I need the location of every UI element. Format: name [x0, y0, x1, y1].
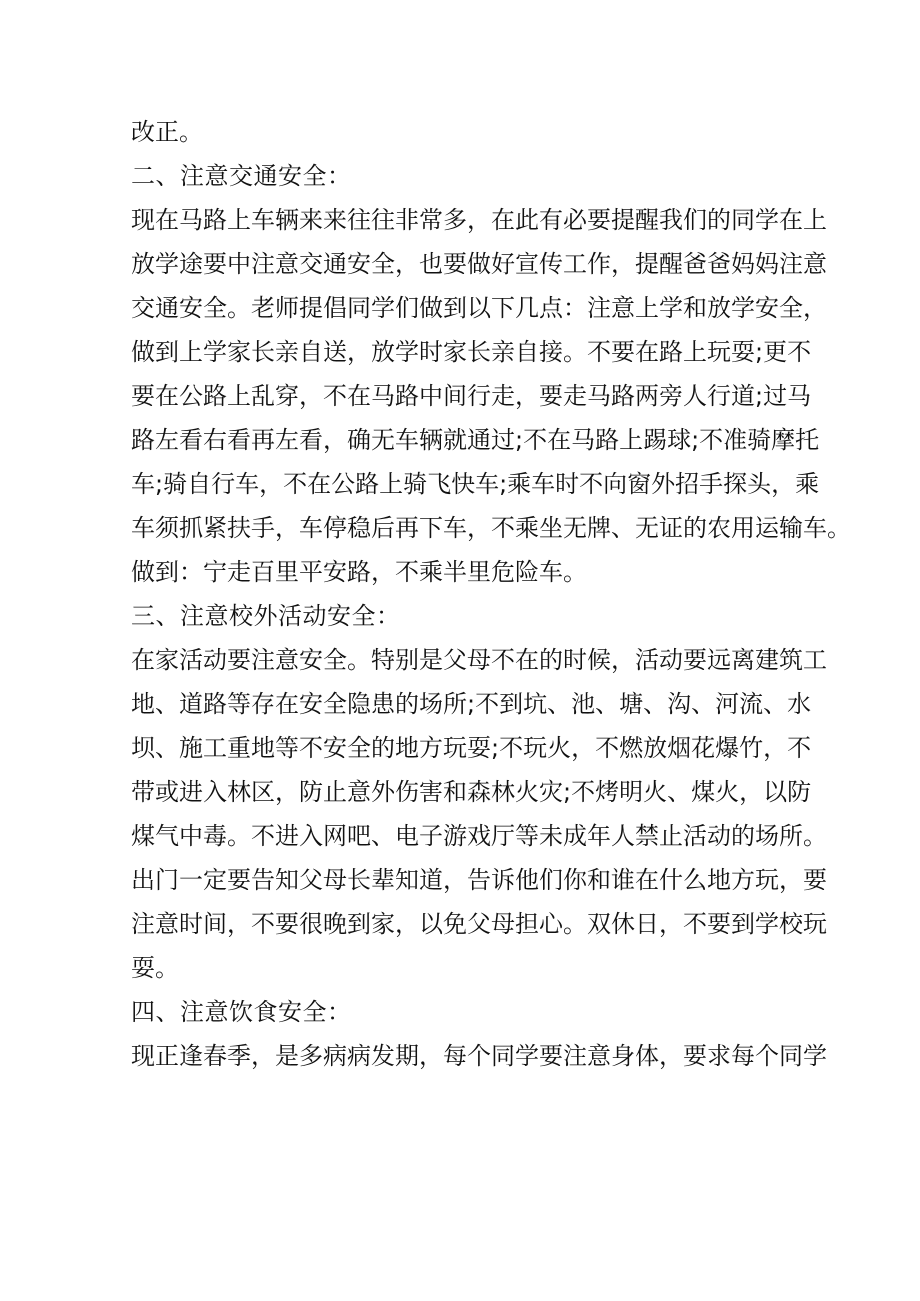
text-line: 耍。	[131, 954, 179, 982]
text-line: 要在公路上乱穿，不在马路中间行走，要走马路两旁人行道;过马	[131, 382, 812, 410]
text-line: 车须抓紧扶手，车停稳后再下车，不乘坐无牌、无证的农用运输车。	[131, 514, 851, 542]
text-line: 路左看右看再左看，确无车辆就通过;不在马路上踢球;不准骑摩托	[131, 426, 820, 454]
section-heading-outdoor: 三、注意校外活动安全：	[131, 602, 401, 630]
text-line: 注意时间，不要很晚到家，以免父母担心。双休日，不要到学校玩	[131, 910, 827, 938]
text-line: 改正。	[131, 118, 203, 146]
text-line: 做到：宁走百里平安路，不乘半里危险车。	[131, 558, 587, 586]
text-line: 现在马路上车辆来来往往非常多，在此有必要提醒我们的同学在上	[131, 206, 827, 234]
text-line: 坝、施工重地等不安全的地方玩耍;不玩火，不燃放烟花爆竹，不	[131, 734, 812, 762]
section-heading-traffic: 二、注意交通安全：	[131, 162, 352, 190]
text-line: 地、道路等存在安全隐患的场所;不到坑、池、塘、沟、河流、水	[131, 690, 812, 718]
text-line: 放学途要中注意交通安全，也要做好宣传工作，提醒爸爸妈妈注意	[131, 250, 827, 278]
section-heading-food: 四、注意饮食安全：	[131, 998, 352, 1026]
text-line: 现正逢春季，是多病病发期，每个同学要注意身体，要求每个同学	[131, 1042, 827, 1070]
document-body	[131, 110, 851, 1078]
text-line: 出门一定要告知父母长辈知道，告诉他们你和谁在什么地方玩，要	[131, 866, 827, 894]
text-line: 交通安全。老师提倡同学们做到以下几点：注意上学和放学安全，	[131, 294, 827, 322]
text-line: 车;骑自行车，不在公路上骑飞快车;乘车时不向窗外招手探头，乘	[131, 470, 820, 498]
text-line: 在家活动要注意安全。特别是父母不在的时候，活动要远离建筑工	[131, 646, 827, 674]
text-line: 煤气中毒。不进入网吧、电子游戏厅等未成年人禁止活动的场所。	[131, 822, 827, 850]
text-line: 带或进入林区，防止意外伤害和森林火灾;不烤明火、煤火，以防	[131, 778, 812, 806]
text-line: 做到上学家长亲自送，放学时家长亲自接。不要在路上玩耍;更不	[131, 338, 812, 366]
